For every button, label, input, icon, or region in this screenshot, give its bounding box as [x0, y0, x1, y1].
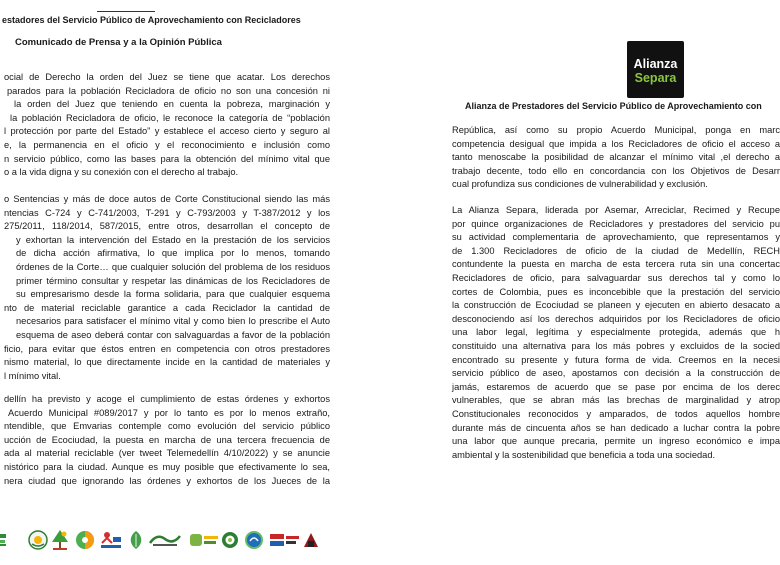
text-line: constituido una alternativa para los más pobres y excluidos de la socied — [452, 340, 780, 351]
text-line: República, así como su propio Acuerdo Municipal, ponga en marc — [452, 125, 780, 135]
partner-logo — [189, 532, 219, 548]
paragraph — [4, 393, 330, 488]
text-line: o a la vida digna y su conexión con el derecho al trabajo. — [4, 167, 239, 178]
text-line: n servicio público, como las bases para la obtención del mínimo vital que — [4, 153, 330, 164]
text-line: jamás, estaremos de acuerdo que se pase por encima de los derec — [452, 381, 780, 392]
alianza-separa-logo — [627, 41, 684, 98]
text-line: 275/2011, 118/2014, 587/2015, entre otros, desarrollan el concepto de — [4, 221, 330, 232]
partner-logo — [221, 531, 239, 549]
text-line: la construcción de Ecociudad se planeen y ejecuten en abierto desacato a — [452, 300, 780, 311]
text-line: vulnerables, que se abran más las brechas de marginalidad y atrop — [452, 395, 780, 406]
text-line: de dicha acción afirmativa, lo que implica por lo menos, tomando — [16, 248, 330, 259]
paragraph — [4, 193, 330, 383]
organization-header: estadores del Servicio Público de Aprovechamiento con Recicladores — [2, 15, 301, 25]
text-line: su empresarismo desde la forma solidaria, para que cualquier esquema — [16, 289, 330, 300]
text-line: ada al material reciclable (ver tweet Telemedellín 4/10/2022) y se anuncie — [4, 448, 330, 459]
logo-word-alianza: Alianza — [633, 57, 678, 71]
text-line: durante más de cincuenta años se han dedicado a luchar contra la pobre — [452, 422, 780, 433]
text-line: ambiental y la sostenibilidad que beneficia a toda una sociedad. — [452, 449, 716, 460]
text-line: l protección por parte del Estado” y establece el acceso cierto y seguro al — [4, 126, 330, 137]
left-page — [0, 0, 340, 565]
text-line: competencia desigual que impida a los Recicladores de oficio el acceso a — [452, 138, 780, 149]
right-page — [440, 0, 780, 565]
text-line: órdenes de la Corte… que cualquier solución del problema de los residuos — [16, 261, 330, 272]
text-line: e, la permanencia en el oficio y el reconocimiento e inclusión como — [4, 139, 330, 150]
header-rule — [97, 11, 155, 12]
text-line: o Sentencias y más de doce autos de Corte Constitucional siendo las más — [4, 194, 330, 204]
text-line: nismo material, lo que directamente incide en la cantidad de materiales y — [4, 357, 330, 368]
text-line: Constitucionales reconocidos y amparados, de todos aquellos hombre — [452, 408, 780, 419]
text-line: su actividad complementaria de aprovechamiento, que representamos y — [452, 232, 780, 243]
text-line: dellín ha previsto y acoge el cumplimiento de estas órdenes y exhortos — [4, 394, 330, 404]
text-line: por quince organizaciones de Recicladores y prestadores del servicio pu — [452, 218, 780, 229]
text-line: trabajo decente, todo ello en concordancia con los Objetivos de Desarr — [452, 165, 780, 176]
text-line: una labor que aunque precaria, permite un ingreso económico e impa — [452, 436, 780, 447]
text-line: nistórico para la ciudad. Aunque es muy posible que efectivamente lo sea, — [4, 461, 330, 472]
paragraph — [4, 71, 330, 180]
partner-logo — [0, 532, 6, 548]
partner-logo — [28, 530, 48, 550]
text-line: desconociendo así los derechos adquiridos por los Recicladores de oficio — [452, 313, 780, 324]
text-line: l mínimo vital. — [4, 370, 61, 381]
text-line: contundente la puesta en marcha de esta tercera ruta sin una concertac — [452, 259, 780, 270]
partner-logo — [302, 531, 320, 549]
partner-logo — [99, 531, 123, 549]
text-line: cual profundiza sus condiciones de vulnerabilidad y exclusión. — [452, 179, 708, 190]
partner-logo — [51, 529, 69, 551]
text-line: Recicladores de oficio, para salvaguardar sus derechos tal y como lo — [452, 272, 780, 283]
text-line: la población Recicladora de oficio, le reconoce la categoría de “población — [10, 112, 330, 123]
text-line: ntencias C-724 y C-741/2003, T-291 y C-793/2003 y T-387/2012 y los — [4, 207, 330, 218]
partner-logo — [128, 530, 144, 550]
text-line: ntendible, que Emvarias contemple como evolución del servicio público — [4, 421, 330, 432]
paragraph — [452, 124, 780, 192]
text-line: la orden del Juez que teniendo en cuenta la pobreza, marginación y — [14, 99, 330, 110]
text-line: ucción de Ecociudad, la puesta en marcha de una tercera frecuencia de — [4, 434, 330, 445]
text-line: esquema de aseo deberá contar con salvaguardas a favor de la población — [16, 329, 330, 340]
text-line: ocial de Derecho la orden del Juez se tiene que acatar. Los derechos — [4, 72, 330, 82]
partner-logo — [75, 530, 95, 550]
text-line: una labor legal, legítima y especialmente protegida, además que h — [452, 327, 780, 338]
text-line: tanto menoscabe la posibilidad de alcanzar el mínimo vital ,el derecho a — [452, 152, 780, 163]
text-line: servicio público de aseo, apostamos con decisión a la construcción de — [452, 368, 780, 379]
text-line: ficio, para evitar que éstos entren en competencia con otros prestadores — [4, 343, 330, 354]
text-line: Acuerdo Municipal #089/2017 y por lo tanto es por lo menos extraño, — [8, 407, 330, 418]
partner-logo — [269, 532, 301, 548]
text-line: La Alianza Separa, liderada por Asemar, Arreciclar, Recimed y Recupe — [452, 205, 780, 215]
text-line: cortes de Colombia, pues es inconcebible que la prestación del servicio — [452, 286, 780, 297]
text-line: parados para la población Recicladora de oficio no son una concesión ni — [7, 85, 330, 96]
organization-header: Alianza de Prestadores del Servicio Público de Aprovechamiento con — [465, 101, 762, 111]
logo-word-separa: Separa — [634, 71, 677, 85]
text-line: necesarios para satisfacer el mínimo vital y como bien lo prescribe el Auto — [16, 316, 330, 327]
text-line: de 1.300 Recicladores de oficio de la ciudad de Medellín, RECH — [452, 245, 780, 256]
paragraph — [452, 204, 780, 462]
text-line: nto de material reciclable garantice a cada Reciclador la cantidad de — [4, 302, 330, 313]
press-release-title: Comunicado de Prensa y a la Opinión Pública — [15, 37, 222, 48]
text-line: encontrado su presente y futura forma de vida. Creemos en la necesi — [452, 354, 780, 365]
partner-logo — [149, 533, 181, 547]
text-line: nera ciudad que ignorando las órdenes y exhortos de los Jueces de la — [4, 475, 330, 486]
partner-logo — [245, 531, 263, 549]
text-line: y exhortan la intervención del Estado en la prestación de los servicios — [16, 234, 330, 245]
text-line: primer término consultar y respetar las dinámicas de los Recicladores de — [16, 275, 330, 286]
